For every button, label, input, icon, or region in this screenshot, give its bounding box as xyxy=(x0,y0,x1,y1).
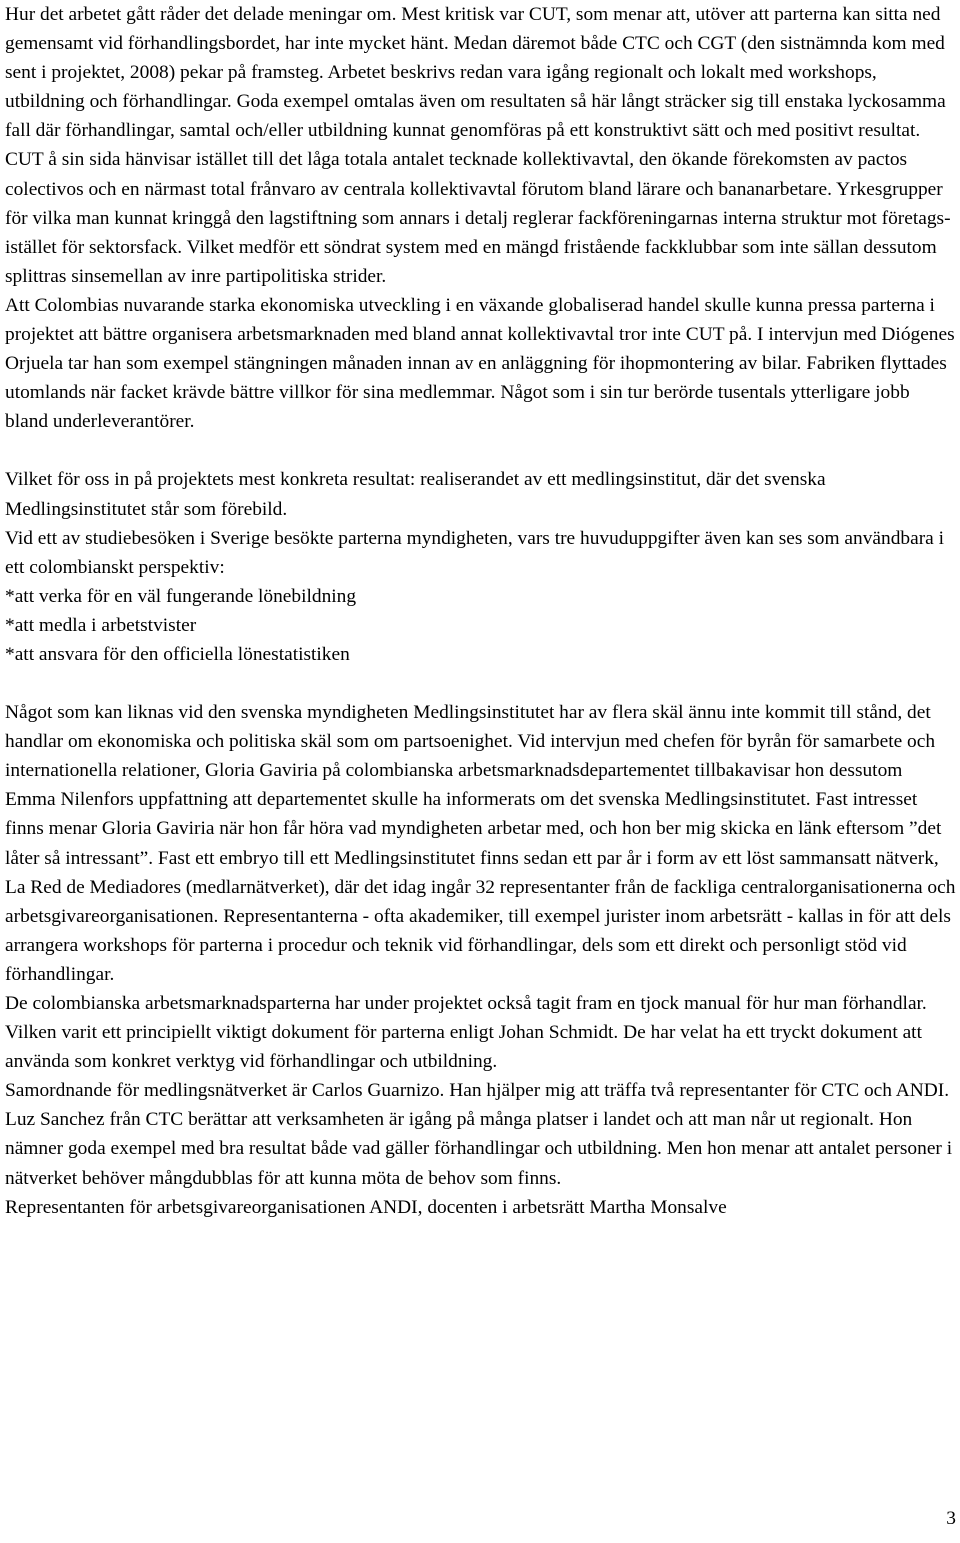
paragraph-negotiation-manual: De colombianska arbetsmarknadsparterna har under projektet också tagit fram en tjock manual för hur man förhandlar. Vilken varit ett principiellt viktigt dokument för parterna enligt Johan Schmidt. De har velat ha ett tryckt dokument att använda som konkret verktyg vid förhandlingar och utbildning. xyxy=(5,993,927,1073)
paragraph-spacer xyxy=(5,436,957,465)
paragraph-colombia-economy: Att Colombias nuvarande starka ekonomiska utveckling i en växande globaliserad handel skulle kunna pressa parterna i projektet att bättre organisera arbetsmarknaden med bland annat kollektivavtal tror inte CUT på. I intervjun med Diógenes Orjuela tar han som exempel stängningen månaden innan av en anläggning för ihopmontering av bilar. Fabriken flyttades utomlands när facket krävde bättre villkor för sina medlemmar. Något som i sin tur berörde tusentals ytterligare jobb bland underleverantörer. xyxy=(5,294,955,433)
paragraph-study-visit: Vid ett av studiebesöken i Sverige besökte parterna myndigheten, vars tre huvuduppgifter även kan ses som användbara i ett colombianskt perspektiv: xyxy=(5,527,945,578)
list-item-wage-statistics: *att ansvara för den officiella lönestatistiken xyxy=(5,643,350,665)
list-item-mediate-disputes: *att medla i arbetstvister xyxy=(5,614,197,636)
paragraph-network-coordinator: Samordnande för medlingsnätverket är Carlos Guarnizo. Han hjälper mig att träffa två representanter för CTC och ANDI. Luz Sanchez från CTC berättar att verksamheten är igång på många platser i landet och att man når ut regionalt. Hon nämner goda exempel med bra resultat både vad gäller förhandlingar och utbildning. Men hon menar att antalet personer i nätverket behöver mångdubblas för att kunna möta de behov som finns. xyxy=(5,1080,953,1189)
page-number: 3 xyxy=(946,1508,956,1529)
list-item-wage-formation: *att verka för en väl fungerande lönebildning xyxy=(5,585,357,607)
document-page xyxy=(5,0,957,1222)
paragraph-mediation-institute: Vilket för oss in på projektets mest konkreta resultat: realiserandet av ett medlingsinstitut, där det svenska Medlingsinstitutet står som förebild. xyxy=(5,469,826,520)
paragraph-mediation-network: Något som kan liknas vid den svenska myndigheten Medlingsinstitutet har av flera skäl ännu inte kommit till stånd, det handlar om ekonomiska och politiska skäl som om partsoenighet. Vid intervjun med chefen för byrån för samarbete och internationella relationer, Gloria Gaviria på colombianska arbetsmarknadsdepartementet tillbakavisar hon dessutom Emma Nilenfors uppfattning att departementet skulle ha informerats om det svenska Medlingsinstitutet. Fast intresset finns menar Gloria Gaviria när hon får höra vad myndigheten arbetar med, och hon ber mig skicka en länk eftersom ”det låter så intressant”. Fast ett embryo till ett Medlingsinstitutet finns sedan ett par år i form av ett löst sammansatt nätverk, La Red de Mediadores (medlarnätverket), där det idag ingår 32 representanter från de fackliga centralorganisationerna och arbetsgivareorganisationen. Representanterna - ofta akademiker, till exempel jurister inom arbetsrätt - kallas in för att dels arrangera workshops för parterna i procedur och teknik vid förhandlingar, dels som ett direkt och personligt stöd vid förhandlingar. xyxy=(5,702,956,985)
paragraph-spacer xyxy=(5,669,957,698)
paragraph-union-views: Hur det arbetet gått råder det delade meningar om. Mest kritisk var CUT, som menar att, utöver att parterna kan sitta ned gemensamt vid förhandlingsbordet, har inte mycket hänt. Medan däremot både CTC och CGT (den sistnämnda kom med sent i projektet, 2008) pekar på framsteg. Arbetet beskrivs redan vara igång regionalt och lokalt med workshops, utbildning och förhandlingar. Goda exempel omtalas även om resultaten så här långt sträcker sig till enstaka lyckosamma fall där förhandlingar, samtal och/eller utbildning kunnat genomföras på ett konstruktivt sätt och med positivt resultat. CUT å sin sida hänvisar istället till det låga totala antalet tecknade kollektivavtal, den ökande förekomsten av pactos colectivos och en närmast total frånvaro av centrala kollektivavtal förutom bland lärare och bananarbetare. Yrkesgrupper för vilka man kunnat kringgå den lagstiftning som annars i detalj reglerar fackföreningarnas interna struktur mot företags- istället för sektorsfack. Vilket medför ett söndrat system med en mängd fristående fackklubbar som inte sällan dessutom splittras sinsemellan av inre partipolitiska strider. xyxy=(5,4,951,287)
paragraph-andi-representative: Representanten för arbetsgivareorganisationen ANDI, docenten i arbetsrätt Martha Monsalve xyxy=(5,1196,727,1218)
